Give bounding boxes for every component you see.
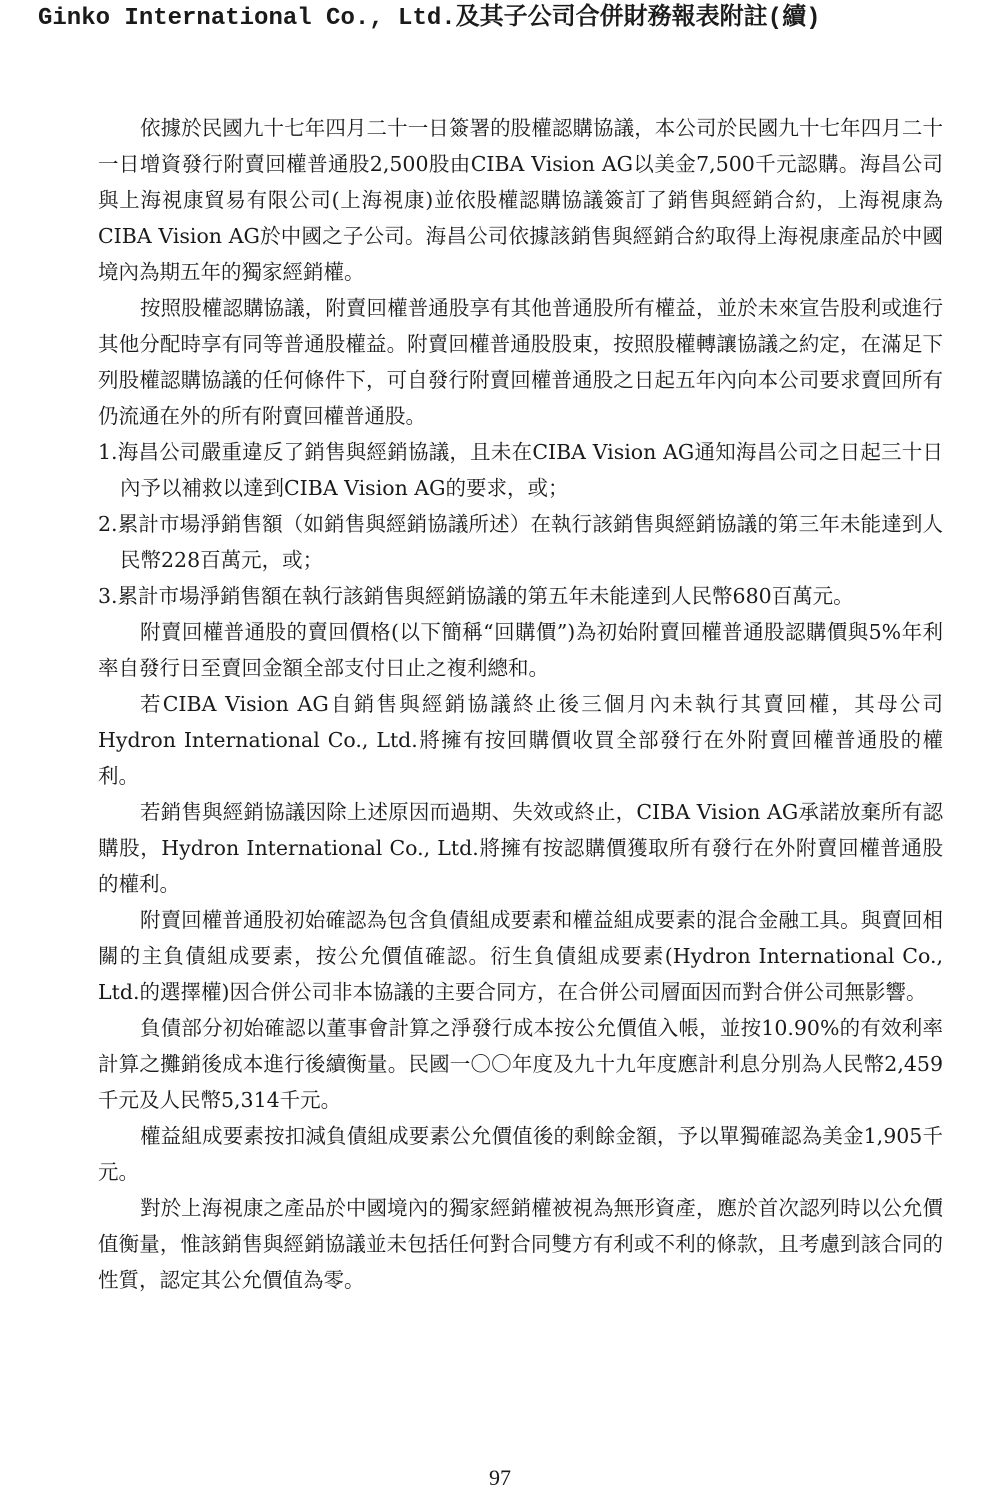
paragraph: 負債部分初始確認以董事會計算之淨發行成本按公允價值入帳，並按10.90%的有效利率計算之攤銷後成本進行後續衡量。民國一〇〇年度及九十九年度應計利息分別為人民幣2,459千元及人民幣5,314千元。 <box>98 1016 943 1112</box>
list-item: 3.累計市場淨銷售額在執行該銷售與經銷協議的第五年未能達到人民幣680百萬元。 <box>98 584 854 608</box>
list-item: 1.海昌公司嚴重違反了銷售與經銷協議，且未在CIBA Vision AG通知海昌公司之日起三十日內予以補救以達到CIBA Vision AG的要求，或； <box>98 440 943 500</box>
paragraph: 按照股權認購協議，附賣回權普通股享有其他普通股所有權益，並於未來宣告股利或進行其他分配時享有同等普通股權益。附賣回權普通股股東，按照股權轉讓協議之約定，在滿足下列股權認購協議的任何條件下，可自發行附賣回權普通股之日起五年內向本公司要求賣回所有仍流通在外的所有附賣回權普通股。 <box>98 296 943 428</box>
page-number: 97 <box>489 1465 511 1490</box>
page-header: Ginko International Co., Ltd.及其子公司合併財務報表附註(續) <box>38 5 821 32</box>
paragraph: 附賣回權普通股的賣回價格(以下簡稱“回購價”)為初始附賣回權普通股認購價與5%年利率自發行日至賣回金額全部支付日止之複利總和。 <box>98 620 943 680</box>
document-body <box>98 110 943 1298</box>
paragraph: 對於上海視康之產品於中國境內的獨家經銷權被視為無形資產，應於首次認列時以公允價值衡量，惟該銷售與經銷協議並未包括任何對合同雙方有利或不利的條款，且考慮到該合同的性質，認定其公允價值為零。 <box>98 1196 943 1292</box>
paragraph: 附賣回權普通股初始確認為包含負債組成要素和權益組成要素的混合金融工具。與賣回相關的主負債組成要素，按公允價值確認。衍生負債組成要素(Hydron International Co., Ltd.的選擇權)因合併公司非本協議的主要合同方，在合併公司層面因而對合併公司無影響。 <box>98 908 943 1004</box>
paragraph: 依據於民國九十七年四月二十一日簽署的股權認購協議，本公司於民國九十七年四月二十一日增資發行附賣回權普通股2,500股由CIBA Vision AG以美金7,500千元認購。海昌公司與上海視康貿易有限公司(上海視康)並依股權認購協議簽訂了銷售與經銷合約，上海視康為CIBA Vision AG於中國之子公司。海昌公司依據該銷售與經銷合約取得上海視康產品於中國境內為期五年的獨家經銷權。 <box>98 116 943 284</box>
list-item: 2.累計市場淨銷售額（如銷售與經銷協議所述）在執行該銷售與經銷協議的第三年未能達到人民幣228百萬元，或； <box>98 512 943 572</box>
paragraph: 若CIBA Vision AG自銷售與經銷協議終止後三個月內未執行其賣回權，其母公司Hydron International Co., Ltd.將擁有按回購價收買全部發行在外附賣回權普通股的權利。 <box>98 692 943 788</box>
paragraph: 若銷售與經銷協議因除上述原因而過期、失效或終止，CIBA Vision AG承諾放棄所有認購股，Hydron International Co., Ltd.將擁有按認購價獲取所有發行在外附賣回權普通股的權利。 <box>98 800 943 896</box>
paragraph: 權益組成要素按扣減負債組成要素公允價值後的剩餘金額，予以單獨確認為美金1,905千元。 <box>98 1124 943 1184</box>
